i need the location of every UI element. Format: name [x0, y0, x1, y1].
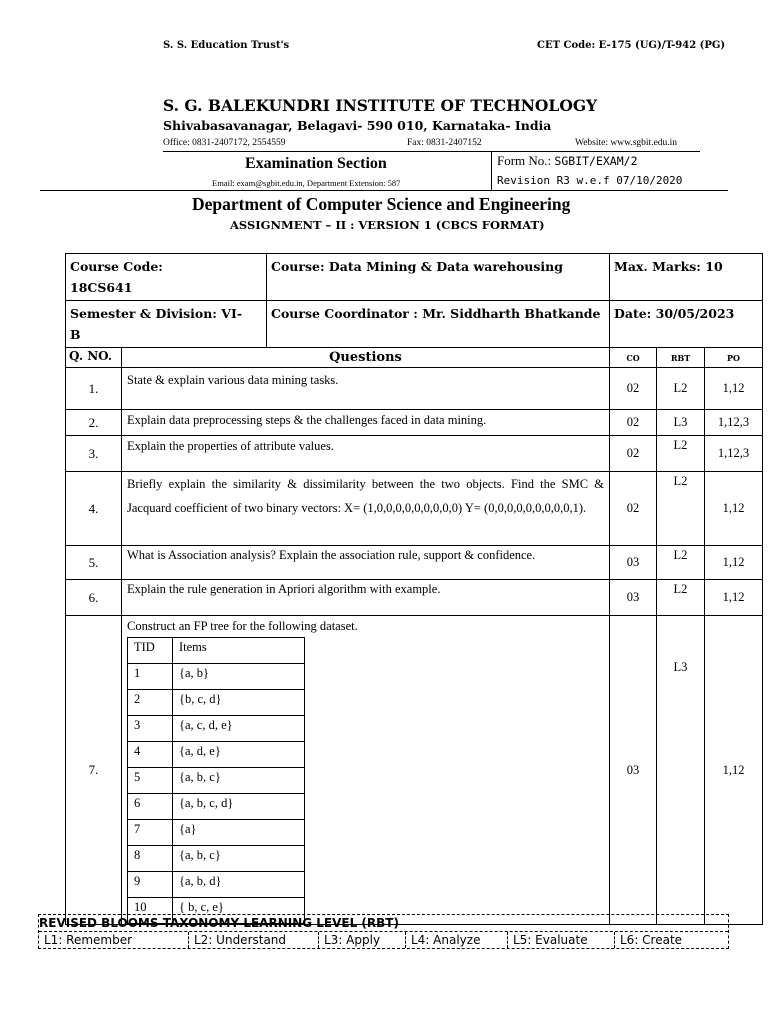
- question-co: 02: [610, 436, 657, 472]
- tid-cell: 2: [128, 690, 173, 716]
- assignment-title: ASSIGNMENT – II : VERSION 1 (CBCS FORMAT): [230, 218, 545, 232]
- institute-address: Shivabasavanagar, Belagavi- 590 010, Karnataka- India: [163, 118, 552, 133]
- fax-number: Fax: 0831-2407152: [407, 138, 482, 148]
- question-rbt: L3: [657, 616, 705, 925]
- course-name: Course: Data Mining & Data warehousing: [267, 254, 610, 301]
- items-cell: {a}: [173, 820, 305, 846]
- trust-name: S. S. Education Trust's: [163, 40, 290, 51]
- assignment-table: [65, 253, 763, 925]
- legend-level: L4: Analyze: [406, 932, 508, 948]
- tid-cell: 7: [128, 820, 173, 846]
- website: Website: www.sgbit.edu.in: [575, 138, 678, 148]
- question-text: Explain the properties of attribute values.: [122, 436, 610, 472]
- question-cell: [122, 616, 610, 925]
- question-co: 02: [610, 472, 657, 546]
- table-row: [66, 472, 763, 546]
- items-header: Items: [173, 638, 305, 664]
- dataset-row: [128, 716, 305, 742]
- course-code-cell: [66, 254, 267, 301]
- dataset-row: [128, 846, 305, 872]
- question-po: 1,12,3: [705, 410, 763, 436]
- po-header: PO: [705, 348, 763, 368]
- header-divider: [491, 151, 492, 190]
- tid-cell: 4: [128, 742, 173, 768]
- legend-level: L1: Remember: [39, 932, 189, 948]
- question-text: Explain data preprocessing steps & the challenges faced in data mining.: [122, 410, 610, 436]
- table-row: [66, 368, 763, 410]
- department-title: Department of Computer Science and Engineering: [192, 194, 571, 214]
- question-number: 6.: [66, 580, 122, 616]
- dataset-row: [128, 872, 305, 898]
- question-number: 1.: [66, 368, 122, 410]
- header-rule-bottom: [40, 190, 728, 191]
- legend-title: REVISED BLOOMS TAXONOMY LEARNING LEVEL (RBT): [39, 915, 728, 932]
- question-rbt: L2: [657, 580, 705, 616]
- tid-cell: 10: [128, 898, 173, 924]
- question-rbt: L2: [657, 436, 705, 472]
- rbt-header: RBT: [657, 348, 705, 368]
- items-cell: {a, b, d}: [173, 872, 305, 898]
- legend-levels: [39, 932, 728, 948]
- co-header: CO: [610, 348, 657, 368]
- question-co: 02: [610, 368, 657, 410]
- table-row: [66, 580, 763, 616]
- tid-cell: 8: [128, 846, 173, 872]
- header-rule-top: [163, 151, 700, 152]
- fp-dataset-table: [127, 637, 305, 924]
- question-number: 5.: [66, 546, 122, 580]
- dataset-row: [128, 768, 305, 794]
- exam-email: Email: exam@sgbit.edu.in, Department Extension: 587: [212, 178, 401, 188]
- legend-level: L2: Understand: [189, 932, 319, 948]
- tid-cell: 6: [128, 794, 173, 820]
- legend-level: L3: Apply: [319, 932, 406, 948]
- course-code-label: Course Code:: [70, 259, 163, 274]
- question-co: 02: [610, 410, 657, 436]
- question-co: 03: [610, 616, 657, 925]
- questions-header: Questions: [122, 348, 610, 368]
- items-cell: {a, b, c}: [173, 768, 305, 794]
- course-code-value: 18CS641: [70, 280, 133, 295]
- legend-level: L5: Evaluate: [508, 932, 615, 948]
- items-cell: {a, b}: [173, 664, 305, 690]
- question-text: Construct an FP tree for the following dataset.: [127, 619, 358, 633]
- items-cell: {a, b, c, d}: [173, 794, 305, 820]
- items-cell: {a, c, d, e}: [173, 716, 305, 742]
- revision: Revision R3 w.e.f 07/10/2020: [497, 174, 683, 187]
- question-text: What is Association analysis? Explain the association rule, support & confidence.: [122, 546, 610, 580]
- question-po: 1,12: [705, 368, 763, 410]
- table-row: [66, 410, 763, 436]
- question-co: 03: [610, 546, 657, 580]
- question-rbt: L2: [657, 472, 705, 546]
- legend-level: L6: Create: [620, 933, 683, 947]
- table-row: [66, 546, 763, 580]
- cet-code: CET Code: E-175 (UG)/T-942 (PG): [537, 40, 726, 51]
- dataset-row: [128, 794, 305, 820]
- table-row: [66, 616, 763, 925]
- tid-cell: 3: [128, 716, 173, 742]
- question-number: 4.: [66, 472, 122, 546]
- items-cell: {a, d, e}: [173, 742, 305, 768]
- tid-cell: 5: [128, 768, 173, 794]
- question-rbt: L3: [657, 410, 705, 436]
- items-cell: { b, c, e}: [173, 898, 305, 924]
- question-number: 3.: [66, 436, 122, 472]
- question-co: 03: [610, 580, 657, 616]
- semester-division: B: [70, 327, 81, 342]
- question-text: Briefly explain the similarity & dissimilarity between the two objects. Find the SMC & Jacquard coefficient of two binary vectors: X= (1,0,0,0,0,0,0,0,0,0) Y= (0,0,0,0,0,0,0,0,0,1).: [122, 472, 610, 546]
- exam-date: Date: 30/05/2023: [610, 301, 763, 348]
- examination-section: Examination Section: [245, 155, 387, 172]
- semester-label: Semester & Division: VI-: [70, 306, 243, 321]
- max-marks: Max. Marks: 10: [610, 254, 763, 301]
- dataset-row: [128, 664, 305, 690]
- qno-header: Q. NO.: [66, 348, 122, 368]
- question-text: Explain the rule generation in Apriori algorithm with example.: [122, 580, 610, 616]
- question-number: 2.: [66, 410, 122, 436]
- dataset-row: [128, 742, 305, 768]
- dataset-row: [128, 820, 305, 846]
- question-po: 1,12: [705, 580, 763, 616]
- tid-cell: 9: [128, 872, 173, 898]
- question-rbt: L2: [657, 546, 705, 580]
- office-phone: Office: 0831-2407172, 2554559: [163, 138, 286, 148]
- question-text: State & explain various data mining tasks.: [122, 368, 610, 410]
- question-po: 1,12: [705, 616, 763, 925]
- institute-name: S. G. BALEKUNDRI INSTITUTE OF TECHNOLOGY: [163, 96, 598, 115]
- dataset-row: [128, 690, 305, 716]
- rbt-legend: [38, 914, 729, 949]
- tid-header: TID: [128, 638, 173, 664]
- tid-cell: 1: [128, 664, 173, 690]
- table-row: [66, 436, 763, 472]
- items-cell: {a, b, c}: [173, 846, 305, 872]
- question-po: 1,12,3: [705, 436, 763, 472]
- items-cell: {b, c, d}: [173, 690, 305, 716]
- course-coordinator: Course Coordinator : Mr. Siddharth Bhatkande: [267, 301, 610, 348]
- form-number: Form No.: SGBIT/EXAM/2: [497, 153, 638, 168]
- question-po: 1,12: [705, 472, 763, 546]
- question-po: 1,12: [705, 546, 763, 580]
- question-rbt: L2: [657, 368, 705, 410]
- question-number: 7.: [66, 616, 122, 925]
- semester-cell: [66, 301, 267, 348]
